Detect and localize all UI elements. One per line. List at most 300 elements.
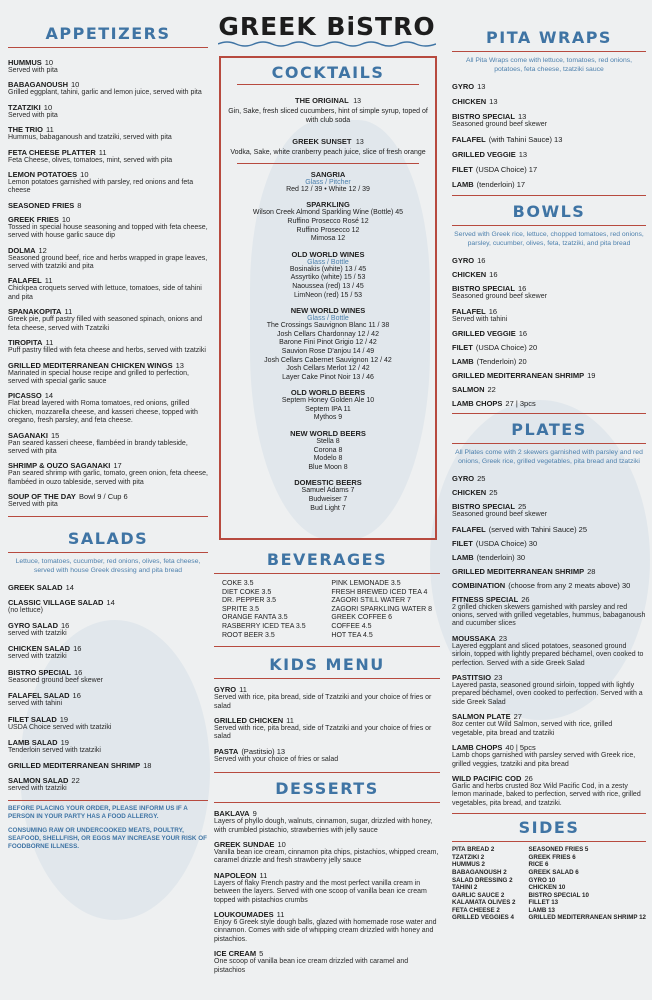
side-item: GRILLED VEGGIES 4 [452, 914, 514, 922]
item-name: LEMON POTATOES [8, 170, 78, 180]
item-name: FITNESS SPECIAL [452, 594, 519, 604]
item-price: 13 [175, 360, 184, 370]
menu-item [8, 461, 208, 487]
plates-title: PLATES [511, 420, 587, 440]
item-description: USDA Choice served with tzatziki [8, 723, 112, 731]
oldbeer-block [227, 388, 429, 423]
item-price: 11 [239, 685, 247, 695]
side-item: HUMMUS 2 [452, 861, 486, 869]
item-name: BABAGANOUSH [8, 80, 68, 90]
beverage-item: HOT TEA 4.5 [331, 631, 373, 639]
menu-item [8, 691, 208, 708]
menu-item [452, 329, 646, 338]
salads-note: Lettuce, tomatoes, cucumber, red onions, olives, feta cheese, served with house Greek dressing and pita bread [15, 557, 201, 574]
item-name-line [8, 583, 208, 592]
menu-item [452, 135, 646, 144]
wine-line: Ruffino Prosecco 12 [296, 226, 360, 234]
item-name: GRILLED CHICKEN [214, 715, 284, 725]
item-name: SAGANAKI [8, 430, 49, 440]
cocktail-desc: Vodka, Sake, white cranberry peach juice, slice of fresh orange [230, 149, 426, 157]
wine-line: Josh Cellars Chardonnay 12 / 42 [277, 330, 379, 338]
item-name: LAMB [452, 180, 474, 190]
sangria-block [227, 170, 429, 195]
divider [237, 163, 419, 164]
beer-line: Stella 8 [316, 438, 340, 446]
item-name: GRILLED VEGGIE [452, 150, 516, 160]
item-description: Garlic and herbs crusted 8oz Wild Pacific Cod, in a zesty lemon marinade, baked to perfection, served with rice, grilled vegetables, pita bread, and tzatziki. [452, 782, 641, 807]
menu-item [8, 644, 208, 661]
menu-item [8, 583, 208, 592]
item-price: 11 [259, 870, 268, 880]
side-item: GARLIC SAUCE 2 [452, 891, 505, 899]
menu-item [214, 716, 440, 742]
item-price: 16 [477, 256, 486, 266]
item-name: FALAFEL [8, 276, 42, 286]
item-price: 19 [60, 738, 69, 747]
cocktail-name: GREEK SUNSET [292, 137, 352, 147]
item-description: Enjoy 6 Greek style dough balls, glazed with homemade rose water and cinnamon. Comes with side of whipping cream drizzled with honey and pistachios. [214, 919, 437, 943]
newwine-block [227, 306, 429, 382]
menu-item [8, 170, 208, 196]
item-price: 12 [38, 245, 47, 255]
item-name-line [8, 307, 208, 316]
item-description: Grilled eggplant, tahini, garlic and lemon juice, served with pita [8, 89, 202, 97]
item-description: One scoop of vanilla bean ice cream drizzled with caramel and pistachios [214, 958, 409, 974]
item-name: CHICKEN [452, 488, 487, 498]
item-name: TZATZIKI [8, 102, 41, 112]
wine-line: Ruffino Prosecco Rosé 12 [287, 217, 369, 225]
dombeer-list [227, 487, 429, 513]
item-name-line [452, 385, 646, 394]
item-price: 16 [73, 667, 83, 677]
newwine-list [227, 322, 429, 382]
bowls-list [452, 256, 646, 408]
item-name: CHICKEN [452, 270, 487, 280]
cocktail-name: THE ORIGINAL [295, 96, 349, 105]
salads-list [8, 583, 208, 794]
item-description: Layered pasta, seasoned ground sirloin, topped with lightly prepared béchamel, oven cooked to perfection. Served with a side Greek Salad [452, 682, 643, 706]
menu-item [452, 743, 646, 769]
item-price: 11 [46, 125, 54, 135]
wine-line: Josh Cellars Merlot 12 / 42 [286, 365, 370, 373]
item-price: 14 [65, 582, 74, 592]
item-name-line [8, 461, 208, 470]
item-price: 10 [43, 102, 53, 112]
item-description: served with tzatziki [8, 785, 67, 793]
divider [8, 552, 208, 553]
item-price: 14 [106, 597, 115, 607]
item-price: 11 [98, 147, 107, 157]
oldwine-heading: OLD WORLD WINES [291, 249, 365, 259]
item-name-line [452, 553, 646, 562]
item-price: 13 [489, 97, 498, 106]
raw-food-warning: CONSUMING RAW OR UNDERCOOKED MEATS, POULTRY, SEAFOOD, SHELLFISH, OR EGGS MAY INCREASE YOUR RISK OF FOODBORNE ILLNESS. [8, 826, 207, 850]
item-price: 13 [477, 82, 486, 91]
item-name: FALAFEL [452, 306, 486, 316]
item-price: 13 [517, 112, 527, 121]
item-name: PASTITSIO [452, 673, 492, 683]
item-name: SALMON [452, 385, 485, 395]
item-name: BISTRO SPECIAL [452, 112, 515, 121]
menu-item [452, 673, 646, 707]
item-description: 8oz center cut Wild Salmon, served with rice, grilled vegetable, pita bread and tzatziki [452, 721, 613, 737]
beer-line: Modelo 8 [313, 455, 343, 463]
item-name: FALAFEL [452, 135, 486, 145]
menu-item [452, 112, 646, 129]
item-price: 28 [587, 566, 596, 576]
item-description: served with tzatziki [8, 629, 67, 637]
item-name-line [8, 668, 208, 677]
item-name-line [452, 525, 646, 534]
beverage-item: DR. PEPPER 3.5 [222, 597, 277, 605]
wine-line: Assyrtiko (white) 15 / 53 [290, 274, 366, 282]
item-name: GYRO [452, 82, 475, 91]
item-price: 19 [59, 714, 69, 724]
item-name: HUMMUS [8, 58, 42, 67]
item-name: LOUKOUMADES [214, 910, 274, 920]
item-name-line [8, 598, 208, 607]
wine-line: Wilson Creek Almond Sparkling Wine (Bottle) 45 [252, 209, 404, 217]
item-name: PICASSO [8, 391, 42, 401]
item-name-line [214, 910, 440, 919]
item-price: 11 [44, 276, 53, 286]
item-price: 16 [489, 270, 498, 280]
item-price: 10 [61, 214, 71, 224]
item-name-line [8, 644, 208, 653]
item-name: THE TRIO [8, 125, 43, 135]
wine-line: Layer Cake Pinot Noir 13 / 46 [282, 373, 374, 381]
side-item: KALAMATA OLIVES 2 [452, 899, 516, 907]
item-name-line [452, 284, 646, 293]
brand-logo: GREEK BiSTRO [218, 12, 436, 41]
beverage-item: PINK LEMONADE 3.5 [331, 580, 401, 587]
item-description: Seasoned ground beef skewer [452, 293, 547, 301]
menu-item [452, 595, 646, 629]
item-name: FILET [452, 343, 473, 353]
item-name: GRILLED MEDITERRANEAN SHRIMP [452, 371, 585, 381]
item-price: 27 [513, 712, 522, 722]
item-price: 5 [259, 949, 264, 959]
beverage-item: FRESH BREWED ICED TEA 4 [331, 588, 428, 596]
menu-item [452, 774, 646, 808]
side-item: CHICKEN 10 [528, 884, 566, 892]
item-name: GREEK SALAD [8, 582, 63, 592]
item-description: Pan seared kasseri cheese, flambéed in brandy tableside, served with pita [8, 439, 188, 455]
menu-item [8, 125, 208, 142]
item-name: TIROPITA [8, 338, 43, 348]
sparkling-block [227, 200, 429, 243]
newbeer-heading: NEW WORLD BEERS [290, 429, 366, 439]
item-name: FILET [452, 165, 473, 175]
item-description: Served with pita [8, 501, 58, 509]
menu-item [452, 371, 646, 380]
menu-item [452, 581, 646, 590]
beverage-item: DIET COKE 3.5 [222, 588, 272, 596]
divider [237, 84, 419, 85]
sparkling-heading: SPARKLING [306, 200, 350, 210]
item-price: 10 [80, 170, 89, 180]
menu-item [8, 215, 208, 241]
divider [214, 573, 440, 574]
item-name-line [8, 125, 208, 134]
wine-line: LimNeon (red) 15 / 53 [293, 291, 363, 299]
menu-item [452, 567, 646, 576]
item-name: SOUP OF THE DAY [8, 492, 76, 502]
beverages-grid [214, 580, 440, 640]
item-name-line [452, 256, 646, 265]
menu-item [452, 82, 646, 91]
bowls-title: BOWLS [512, 202, 586, 222]
item-price: 14 [44, 391, 54, 401]
item-name-line [214, 716, 440, 725]
item-name-line [452, 774, 646, 783]
item-name-line [8, 776, 208, 785]
item-name-line [8, 715, 208, 724]
item-name-line [8, 148, 208, 157]
item-name: FILET [452, 538, 473, 548]
item-description: Served with your choice of fries or salad [214, 755, 339, 763]
beer-line: Mythos 9 [313, 414, 343, 422]
divider [8, 800, 208, 801]
item-name-line [452, 270, 646, 279]
item-description: Vanilla bean ice cream, cinnamon pita chips, pistachios, whipped cream, caramel drizzle and fresh strawberry jelly sauce [214, 849, 439, 865]
item-price: 16 [73, 644, 82, 654]
item-name: BAKLAVA [214, 809, 250, 819]
item-description: Seasoned ground beef, rice and herbs wrapped in grape leaves, served with tzatziki and pita [8, 254, 208, 271]
item-name: DOLMA [8, 245, 36, 255]
item-name-line [214, 747, 440, 756]
item-description: Served with rice, pita bread, side of Tzatziki and your choice of fries or salad [214, 694, 432, 710]
item-name: SALMON PLATE [452, 712, 511, 722]
pita-list [452, 82, 646, 189]
item-price: 17 [113, 461, 122, 471]
menu-item [8, 391, 208, 425]
beverages-title: BEVERAGES [266, 550, 388, 569]
item-name-line [214, 809, 440, 818]
beer-line: Blue Moon 8 [308, 463, 348, 471]
item-price: 25 [517, 502, 527, 512]
beer-line: Septem Honey Golden Ale 10 [281, 397, 375, 405]
item-name-line [452, 180, 646, 189]
wine-line: Naoussea (red) 13 / 45 [292, 282, 364, 290]
item-price: 16 [72, 691, 81, 701]
item-price: 9 [252, 809, 257, 819]
menu-item [8, 58, 208, 75]
item-description: Hummus, babaganoush and tzatziki, served with pita [8, 134, 172, 142]
item-name: FILET SALAD [8, 714, 57, 724]
side-item: BISTRO SPECIAL 10 [528, 891, 589, 899]
divider [452, 51, 646, 52]
bowls-note: Served with Greek rice, lettuce, chopped tomatoes, red onions, parsley, cucumber, olives, feta, tzatziki, and pita bread [454, 231, 644, 248]
item-name: GRILLED MEDITERRANEAN SHRIMP [452, 566, 585, 576]
item-price: 18 [143, 761, 152, 771]
item-name: GRILLED VEGGIE [452, 329, 516, 339]
item-name-line [452, 82, 646, 91]
item-name: BISTRO SPECIAL [452, 284, 515, 294]
item-name-line [452, 502, 646, 511]
menu-item [452, 357, 646, 366]
menu-item [452, 474, 646, 483]
menu-item [452, 270, 646, 279]
item-name-line [452, 567, 646, 576]
sangria-heading: SANGRIA [310, 169, 346, 179]
divider [452, 841, 646, 842]
item-name-line [452, 343, 646, 352]
item-name-line [8, 246, 208, 255]
item-description: Chickpea croquets served with lettuce, tomatoes, side of tahini and pita [8, 285, 202, 301]
divider [452, 195, 646, 196]
appetizers-list [8, 58, 208, 510]
divider [8, 516, 208, 517]
item-name-line [452, 634, 646, 643]
item-price: (served with Tahini Sauce) 25 [488, 524, 587, 534]
item-price: 25 [489, 488, 498, 498]
item-price: (tenderloin) 30 [476, 552, 526, 562]
side-item: GREEK FRIES 6 [528, 853, 576, 861]
item-price: 25 [477, 474, 486, 484]
item-description: Lamb chops garnished with parsley served with Greek rice, grilled veggies, tzatziki and pita bread [452, 752, 636, 768]
menu-item [8, 431, 208, 457]
item-price: 11 [45, 338, 54, 348]
menu-item [452, 539, 646, 548]
beverage-item: COKE 3.5 [222, 580, 254, 587]
item-name-line [452, 329, 646, 338]
appetizers-title: APPETIZERS [45, 24, 171, 43]
cocktails-title: COCKTAILS [271, 63, 385, 82]
oldwine-block [227, 250, 429, 300]
item-name-line [452, 135, 646, 144]
item-name-line [8, 201, 208, 210]
salads-title: SALADS [67, 528, 149, 548]
item-description: Tenderloin served with tzatziki [8, 747, 101, 754]
item-name-line [452, 97, 646, 106]
item-name-line [8, 691, 208, 700]
side-item: GYRO 10 [528, 876, 556, 884]
item-description: 2 grilled chicken skewers garnished with parsley and red onions, served with grilled vegetables, hummus, babaganoush and cucumber slices [452, 603, 646, 628]
item-name-line [214, 871, 440, 880]
item-price: 16 [518, 329, 528, 339]
kids-title: KIDS MENU [269, 655, 385, 675]
sides-grid [452, 846, 646, 922]
sparkling-list [227, 209, 429, 243]
menu-item [452, 284, 646, 301]
item-name: SHRIMP & OUZO SAGANAKI [8, 461, 111, 471]
allergy-notice: BEFORE PLACING YOUR ORDER, PLEASE INFORM US IF A PERSON IN YOUR PARTY HAS A FOOD ALLERGY. [8, 804, 188, 820]
menu-item [8, 338, 208, 355]
newbeer-block [227, 429, 429, 472]
beer-line: Septem IPA 11 [305, 405, 351, 413]
item-price: 16 [61, 620, 70, 630]
item-name-line [452, 371, 646, 380]
item-price: 23 [494, 673, 503, 683]
sides-left [452, 846, 515, 922]
wine-line: Josh Cellars Cabernet Sauvignon 12 / 42 [264, 356, 392, 364]
item-name: SPANAKOPITA [8, 307, 62, 317]
newbeer-list [227, 438, 429, 472]
beverage-item: ZAGORI SPARKLING WATER 8 [331, 605, 432, 613]
item-description: Layers of phyllo dough, walnuts, cinnamon, sugar, drizzled with honey, with crumbled pistachio, strawberries with jelly sauce [214, 818, 433, 834]
item-description: Tossed in special house seasoning and topped with feta cheese, served with house garlic sauce dip [8, 223, 208, 240]
item-name-line [8, 80, 208, 89]
item-name: FETA CHEESE PLATTER [8, 147, 96, 157]
item-price: (choose from any 2 meats above) 30 [508, 580, 631, 590]
side-item: TZATZIKI 2 [452, 853, 485, 861]
item-price: 10 [71, 80, 80, 90]
item-price: (USDA Choice) 20 [475, 343, 538, 353]
item-name-line [452, 307, 646, 316]
dombeer-block [227, 478, 429, 513]
menu-item [8, 776, 208, 793]
menu-item [8, 598, 208, 615]
menu-item [452, 150, 646, 159]
divider [214, 678, 440, 679]
sides-right [529, 846, 646, 922]
item-name-line [8, 492, 208, 501]
item-name-line [452, 743, 646, 752]
item-name-line [214, 685, 440, 694]
menu-item [8, 201, 208, 210]
divider [214, 802, 440, 803]
item-price: 23 [498, 633, 508, 643]
item-name: CHICKEN [452, 97, 487, 106]
item-name: GRILLED MEDITERRANEAN SHRIMP [8, 761, 141, 771]
item-name-line [214, 949, 440, 958]
item-name-line [214, 840, 440, 849]
side-item: FILLET 13 [528, 899, 559, 907]
menu-item [8, 621, 208, 638]
middle-column [214, 550, 440, 980]
item-description: Served with rice, pita bread, side of Tzatziki and your choice of fries or salad [214, 724, 432, 741]
item-name: LAMB [452, 357, 474, 367]
menu-item [214, 747, 440, 764]
sides-title: SIDES [518, 818, 580, 838]
menu-item [214, 871, 440, 905]
sangria-prices: Red 12 / 39 • White 12 / 39 [286, 185, 370, 193]
item-name: BISTRO SPECIAL [452, 502, 515, 512]
newwine-heading: NEW WORLD WINES [290, 306, 366, 316]
item-price: 26 [524, 773, 533, 783]
item-price: 19 [587, 371, 596, 381]
menu-item [8, 103, 208, 120]
item-price: 22 [71, 776, 80, 786]
side-item: GRILLED MEDITERRANEAN SHRIMP 12 [528, 914, 646, 922]
menu-item [214, 910, 440, 944]
item-description: Greek pie, puff pastry filled with seasoned spinach, onions and feta cheese, served with Tzatziki [8, 316, 203, 332]
item-description: Served with pita [8, 67, 58, 74]
menu-item [8, 738, 208, 755]
item-name-line [8, 621, 208, 630]
beverage-item: ZAGORI STILL WATER 7 [331, 597, 411, 605]
item-price: 22 [487, 385, 496, 395]
wine-line: Bosinakis (white) 13 / 45 [289, 265, 367, 273]
item-name: BISTRO SPECIAL [8, 667, 71, 677]
item-name-line [8, 361, 208, 370]
item-price: 11 [276, 910, 285, 920]
item-name-line [8, 215, 208, 224]
plates-list [452, 474, 646, 808]
sangria-sub: Glass / Pitcher [305, 178, 351, 186]
beer-line: Corona 8 [313, 446, 343, 454]
menu-item [214, 685, 440, 711]
item-price: 10 [44, 58, 54, 67]
item-name-line [452, 112, 646, 121]
item-description: Seasoned ground beef skewer [8, 676, 103, 684]
menu-item [452, 256, 646, 265]
item-name-line [8, 338, 208, 347]
item-name: LAMB [452, 552, 474, 562]
beverage-item: RASBERRY ICED TEA 3.5 [222, 622, 306, 630]
menu-item [214, 840, 440, 866]
